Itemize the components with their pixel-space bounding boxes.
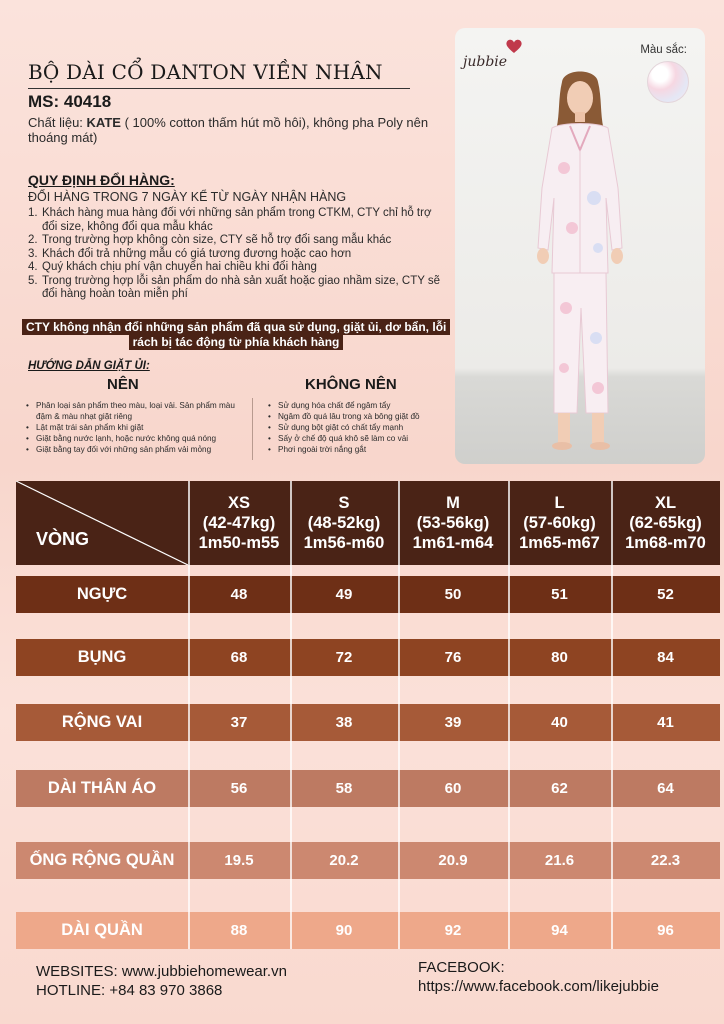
size-header-xl (611, 481, 720, 565)
measure-value: 20.2 (329, 852, 359, 869)
size-height: 1m61-m64 (412, 534, 494, 552)
care-do-item: • Lật mặt trái sản phẩm khi giặt (26, 422, 244, 433)
size-height: 1m50-m55 (198, 534, 280, 552)
measure-value: 58 (335, 780, 353, 797)
measure-value: 64 (657, 780, 674, 797)
facebook-link[interactable]: https://www.facebook.com/likejubbie (418, 978, 659, 995)
facebook-label: FACEBOOK: (418, 959, 505, 976)
column-separator (508, 481, 510, 949)
care-dont-list (268, 400, 453, 455)
footer-facebook (418, 958, 659, 996)
measure-label: DÀI QUẦN (61, 921, 143, 939)
measure-label: BỤNG (77, 648, 127, 666)
policy-item (28, 261, 448, 275)
hotline[interactable]: HOTLINE: +84 83 970 3868 (36, 982, 223, 999)
measure-value: 40 (551, 714, 568, 731)
policy-item (28, 234, 448, 248)
policy-item-number: 1. (28, 207, 38, 219)
care-do-item: • Giặt bằng tay đối với những sản phẩm vải mỏng (26, 444, 244, 455)
measure-value: 90 (335, 922, 353, 939)
measure-value: 76 (444, 649, 462, 666)
size-weight: (42-47kg) (202, 514, 276, 532)
care-dont-heading: KHÔNG NÊN (305, 376, 397, 393)
corner-label: VÒNG (36, 529, 90, 549)
care-dont-item: • Sấy ở chế độ quá khô sẽ làm co vải (268, 433, 453, 444)
measure-value: 51 (551, 586, 568, 603)
policy-subheading: ĐỔI HÀNG TRONG 7 NGÀY KỂ TỪ NGÀY NHẬN HÀNG (28, 190, 347, 204)
material-suffix: ( 100% cotton thấm hút mồ hôi), không pha Poly nên thoáng mát) (28, 115, 429, 145)
size-header-xs (188, 481, 290, 565)
size-height: 1m65-m67 (519, 534, 600, 552)
measure-row-chest (16, 576, 720, 613)
policy-item-text: Khách đổi trả những mẫu có giá tương đương hoặc cao hơn (42, 247, 352, 260)
policy-heading: QUY ĐỊNH ĐỔI HÀNG: (28, 172, 175, 188)
size-header-s (290, 481, 398, 565)
policy-item-text: Khách hàng mua hàng đối với những sản phẩm trong CTKM, CTY chỉ hỗ trợ đổi size, không đổi qua mẫu khác (42, 207, 432, 233)
size-name: XS (227, 494, 250, 512)
policy-notice-text: CTY không nhận đổi những sản phẩm đã qua sử dụng, giặt ủi, dơ bẩn, lỗi rách bị tác động từ phía khách hàng (22, 319, 450, 350)
measure-row-waist (16, 639, 720, 676)
care-dont-item: • Sử dụng bột giặt có chất tẩy mạnh (268, 422, 453, 433)
measure-value: 19.5 (224, 852, 254, 869)
measure-value: 96 (657, 922, 674, 939)
care-do-item: • Phân loại sản phẩm theo màu, loại vải. Sản phẩm màu đậm & màu nhạt giặt riêng (26, 400, 244, 422)
policy-item (28, 207, 448, 234)
measure-value: 21.6 (544, 852, 575, 869)
care-divider (252, 398, 253, 460)
measure-row-pant-length (16, 912, 720, 949)
measure-row-shoulder (16, 704, 720, 741)
measure-value: 38 (335, 714, 353, 731)
website-link[interactable]: WEBSITES: www.jubbiehomewear.vn (36, 963, 287, 980)
column-separator (188, 481, 190, 949)
measure-label: NGỰC (76, 585, 128, 603)
measure-label: DÀI THÂN ÁO (47, 779, 157, 797)
measure-value: 50 (444, 586, 462, 603)
measure-value: 37 (230, 714, 248, 731)
column-separator (290, 481, 292, 949)
heart-logo-icon (505, 38, 523, 54)
care-dont-item: • Sử dụng hóa chất để ngâm tẩy (268, 400, 453, 411)
brand-logo: jubbie (463, 54, 508, 70)
measure-value: 49 (335, 586, 353, 603)
policy-notice (22, 320, 450, 350)
size-height: 1m68-m70 (625, 534, 706, 552)
material-description (28, 115, 438, 145)
measure-value: 39 (444, 714, 462, 731)
column-separator (611, 481, 613, 949)
size-table-header (16, 481, 720, 565)
measure-value: 52 (657, 586, 674, 603)
measure-label: RỘNG VAI (61, 713, 143, 731)
measure-value: 56 (230, 780, 248, 797)
care-heading: HƯỚNG DẪN GIẶT ỦI: (28, 360, 150, 372)
care-dont-item: • Ngâm đồ quá lâu trong xà bông giặt đồ (268, 411, 453, 422)
column-separator (398, 481, 400, 949)
measure-value: 41 (657, 714, 674, 731)
policy-item (28, 275, 448, 302)
color-label: Màu sắc: (640, 44, 687, 56)
policy-item-number: 4. (28, 261, 38, 273)
measure-value: 60 (444, 780, 462, 797)
measure-value: 80 (551, 649, 568, 666)
corner-diagonal (16, 481, 188, 565)
size-weight: (62-65kg) (629, 514, 702, 532)
size-weight: (53-56kg) (416, 514, 490, 532)
size-name: XL (654, 494, 677, 512)
measure-value: 92 (444, 922, 462, 939)
policy-item-number: 5. (28, 274, 38, 287)
color-swatch (647, 61, 689, 103)
policy-item-number: 2. (28, 234, 38, 246)
measure-value: 22.3 (650, 852, 681, 869)
measure-row-pant-leg (16, 842, 720, 879)
measure-value: 88 (230, 922, 248, 939)
measure-value: 84 (657, 649, 674, 666)
material-prefix: Chất liệu: (28, 115, 87, 130)
policy-item-text: Quý khách chịu phí vận chuyển hai chiều khi đổi hàng (42, 261, 317, 273)
policy-item-text: Trong trường hợp lỗi sản phẩm do nhà sản xuất hoặc giao nhầm size, CTY sẽ đổi hàng hoàn toàn miễn phí (42, 274, 441, 300)
product-photo (455, 28, 705, 464)
size-header-m (398, 481, 508, 565)
model-figure (520, 68, 640, 458)
care-do-item: • Giặt bằng nước lạnh, hoặc nước không quá nóng (26, 433, 244, 444)
size-name: S (338, 494, 350, 512)
measure-value: 94 (551, 922, 568, 939)
policy-item-number: 3. (28, 247, 38, 260)
care-do-list (26, 400, 244, 455)
size-weight: (57-60kg) (523, 514, 596, 532)
measure-value: 20.9 (438, 852, 468, 869)
care-dont-item: • Phơi ngoài trời nắng gắt (268, 444, 453, 455)
measure-value: 68 (230, 649, 248, 666)
material-name: KATE (86, 115, 121, 130)
product-title: BỘ DÀI CỔ DANTON VIỀN NHÂN (28, 60, 410, 89)
size-name: L (554, 494, 565, 512)
measure-value: 48 (230, 586, 248, 603)
measure-row-top-length (16, 770, 720, 807)
size-header-l (508, 481, 611, 565)
policy-list (28, 207, 448, 302)
footer-contacts (36, 962, 287, 1000)
size-weight: (48-52kg) (307, 514, 381, 532)
measure-value: 72 (335, 649, 353, 666)
product-code: MS: 40418 (28, 92, 112, 111)
policy-item (28, 248, 448, 262)
policy-item-text: Trong trường hợp không còn size, CTY sẽ hỗ trợ đổi sang mẫu khác (42, 234, 392, 246)
size-height: 1m56-m60 (303, 534, 385, 552)
size-name: M (446, 494, 460, 512)
care-do-heading: NÊN (107, 376, 139, 393)
measure-label: ỐNG RỘNG QUẦN (29, 851, 175, 869)
measure-value: 62 (551, 780, 568, 797)
